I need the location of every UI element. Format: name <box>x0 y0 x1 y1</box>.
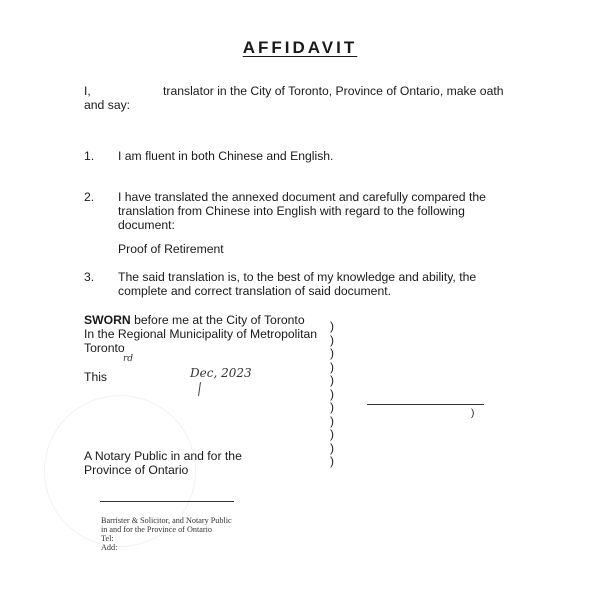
item-3-line-2: complete and correct translation of said document. <box>118 284 392 298</box>
paren: ) <box>330 319 334 333</box>
item-number-1: 1. <box>84 149 95 163</box>
sworn-line-2: In the Regional Municipality of Metropolitan <box>84 327 318 341</box>
item-2-line-1: I have translated the annexed document and carefully compared the <box>118 190 486 204</box>
handwritten-day-mark: rd <box>123 354 134 364</box>
notary-signature-line <box>100 501 234 502</box>
affidavit-title: AFFIDAVIT <box>242 38 358 57</box>
paren: ) <box>330 386 334 401</box>
item-number-3: 3. <box>84 270 95 284</box>
handwritten-stroke <box>198 382 201 396</box>
item-3-line-1: The said translation is, to the best of my knowledge and ability, the <box>118 270 477 284</box>
this-label: This <box>84 370 108 384</box>
notary-line-1: A Notary Public in and for the <box>84 449 242 463</box>
handwritten-date: Dec, 2023 <box>190 366 252 380</box>
paren: ) <box>330 346 334 360</box>
item-number-2: 2. <box>84 190 95 204</box>
stamp-tel: Tel: <box>101 534 114 543</box>
paren: ) <box>330 400 334 414</box>
intro-line-2: and say: <box>84 98 131 112</box>
parenthesis-column <box>330 320 334 469</box>
paren: ) <box>330 413 334 428</box>
paren: ) <box>330 427 334 441</box>
sworn-rest: before me at the City of Toronto <box>130 313 305 327</box>
paren: ) <box>330 454 334 468</box>
paren: ) <box>330 440 334 455</box>
item-1-text: I am fluent in both Chinese and English. <box>118 149 334 163</box>
paren: ) <box>330 332 334 347</box>
stamp-line-1: Barrister & Solicitor, and Notary Public <box>101 516 232 525</box>
stamp-add: Add: <box>101 543 118 552</box>
sworn-line-1 <box>84 313 305 327</box>
document-name: Proof of Retirement <box>118 242 224 256</box>
notary-line-2: Province of Ontario <box>84 463 189 477</box>
stamp-line-2: in and for the Province of Ontario <box>101 525 212 534</box>
sworn-line-3: Toronto <box>84 341 125 355</box>
item-2-line-3: document: <box>118 218 175 232</box>
paren: ) <box>330 373 334 387</box>
sworn-bold: SWORN <box>84 313 131 327</box>
signature-line <box>367 404 484 405</box>
signature-paren: ) <box>471 408 475 419</box>
item-2-line-2: translation from Chinese into English with regard to the following <box>118 204 465 218</box>
paren: ) <box>330 359 334 374</box>
intro-pronoun: I, <box>84 84 91 98</box>
intro-line-1: translator in the City of Toronto, Province of Ontario, make oath <box>163 84 504 98</box>
